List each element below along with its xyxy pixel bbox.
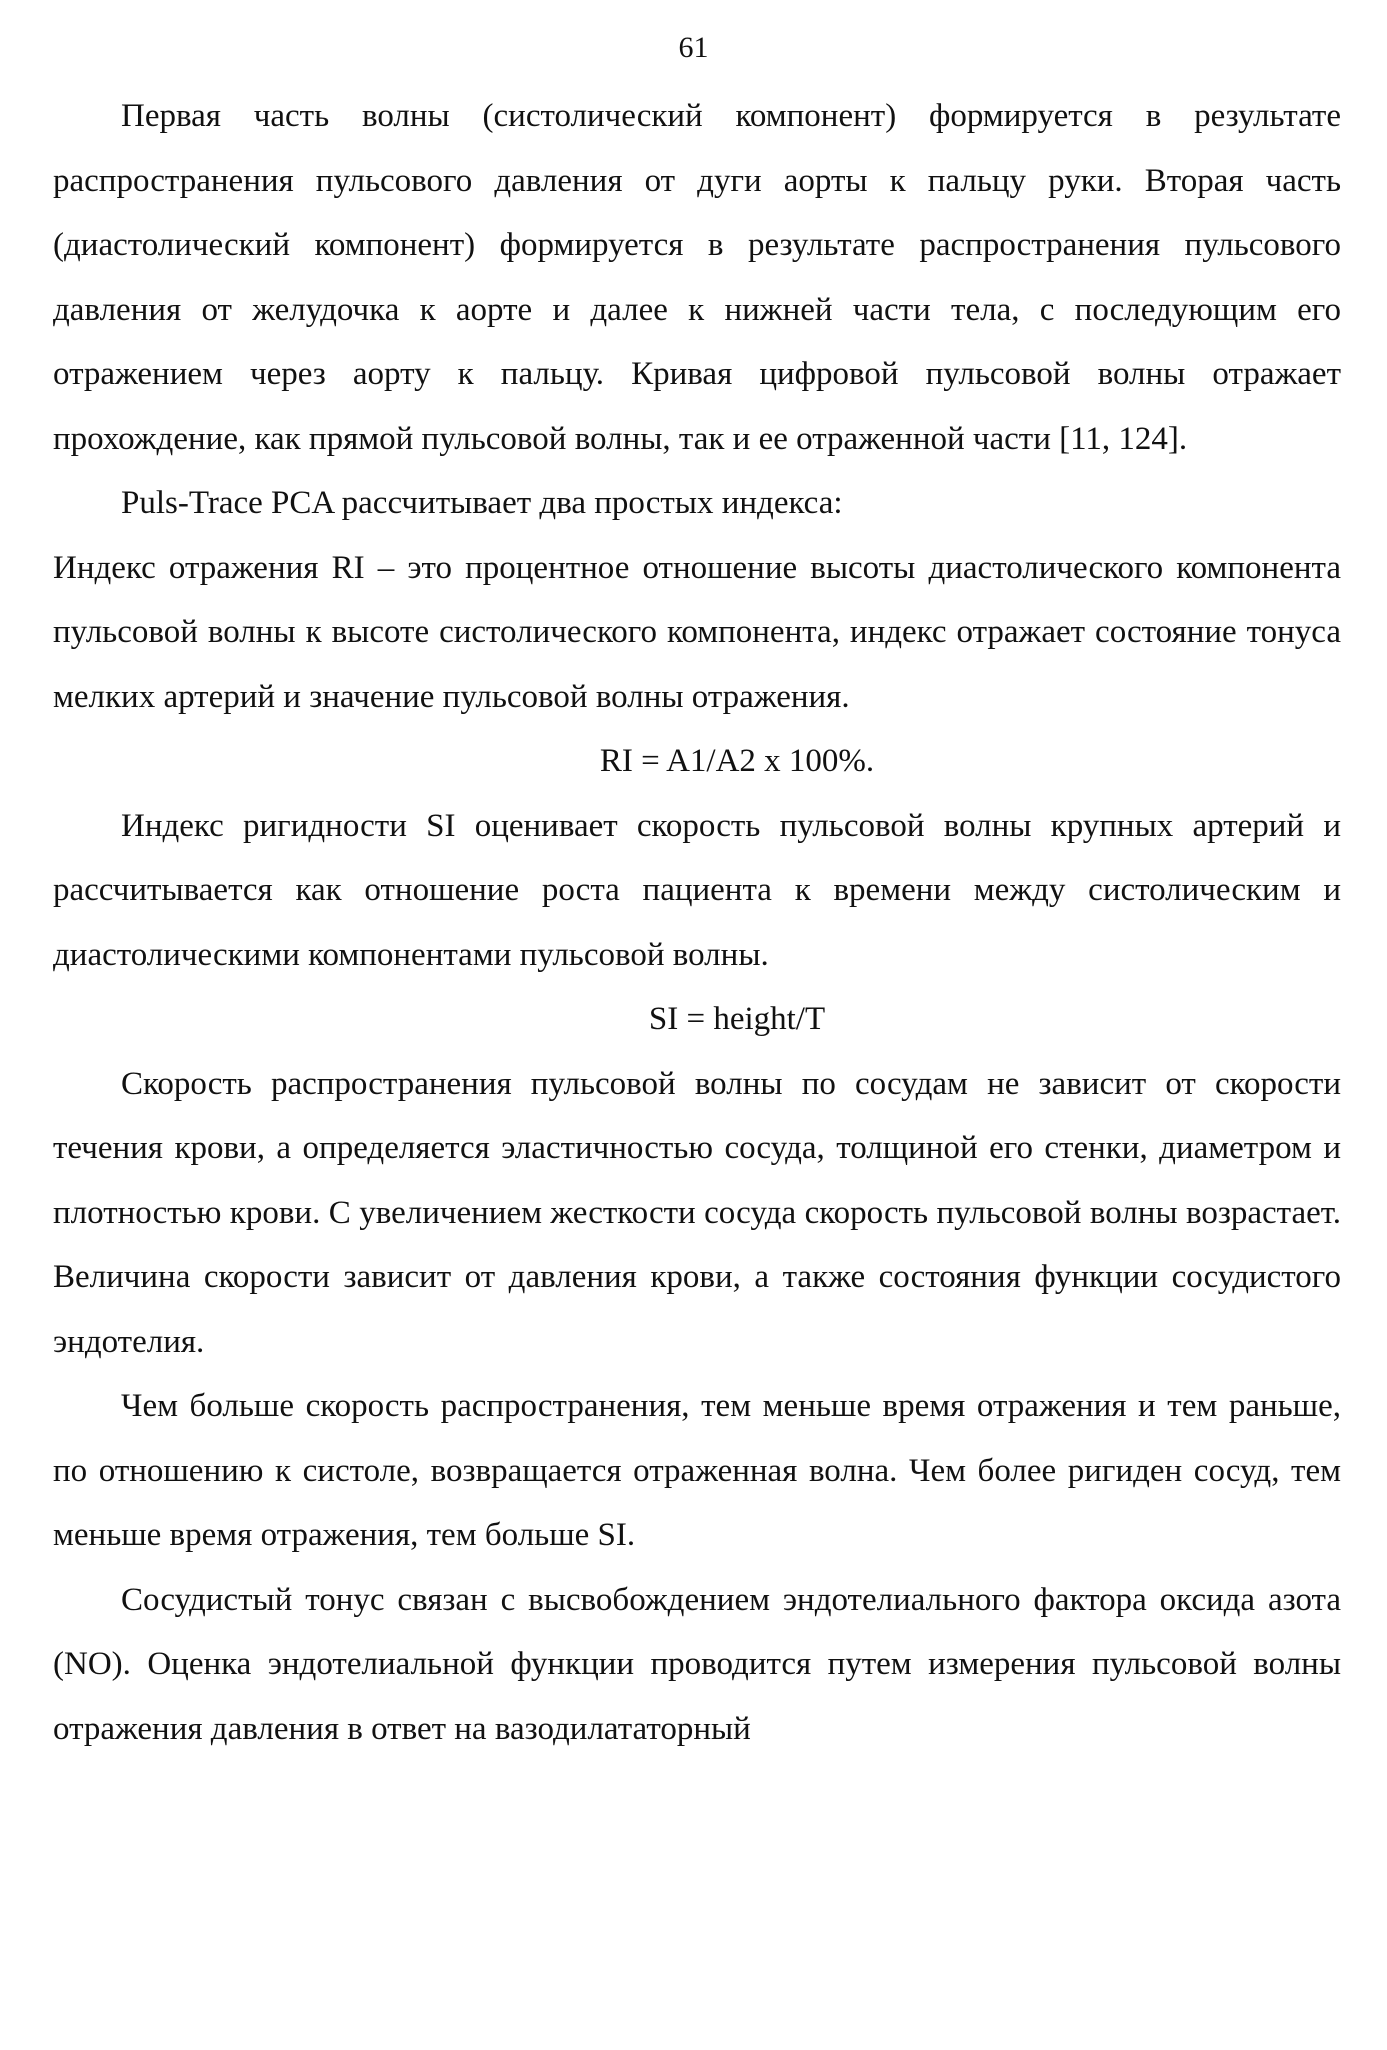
paragraph-reflection-index: Индекс отражения RI – это процентное отношение высоты диастолического компонента пульсовой волны к высоте систолического компонента, индекс отражает состояние тонуса мелких артерий и значение пульсовой волны отражения.	[53, 549, 1341, 715]
paragraph-reflection-time: Чем больше скорость распространения, тем меньше время отражения и тем раньше, по отношению к систоле, возвращается отраженная волна. Чем более ригиден сосуд, тем меньше время отражения, тем больше SI.	[53, 1388, 1341, 1553]
paragraph-wave-speed: Скорость распространения пульсовой волны по сосудам не зависит от скорости течения крови, а определяется эластичностью сосуда, толщиной его стенки, диаметром и плотностью крови. С увеличением жесткости сосуда скорость пульсовой волны возрастает. Величина скорости зависит от давления крови, а также состояния функции сосудистого эндотелия.	[53, 1065, 1341, 1360]
formula-ri: RI = A1/A2 x 100%.	[599, 743, 875, 779]
paragraph-stiffness-index: Индекс ригидности SI оценивает скорость пульсовой волны крупных артерий и рассчитывается как отношение роста пациента к времени между систолическим и диастолическими компонентами пульсовой волны.	[53, 807, 1341, 973]
formula-si: SI = height/T	[648, 1001, 826, 1037]
paragraph-indices-intro: Puls-Trace PCA рассчитывает два простых индекса:	[121, 485, 843, 521]
body-text	[53, 84, 1341, 1761]
paragraph-wave-components: Первая часть волны (систолический компонент) формируется в результате распространения пульсового давления от дуги аорты к пальцу руки. Вторая часть (диастолический компонент) формируется в результате распространения пульсового давления от желудочка к аорте и далее к нижней части тела, с последующим его отражением через аорту к пальцу. Кривая цифровой пульсовой волны отражает прохождение, как прямой пульсовой волны, так и ее отраженной части [11, 124].	[53, 98, 1341, 457]
page-number: 61	[678, 31, 709, 64]
paragraph-vascular-tone: Сосудистый тонус связан с высвобождением эндотелиального фактора оксида азота (NO). Оценка эндотелиальной функции проводится путем измерения пульсовой волны отражения давления в ответ на вазодилататорный	[53, 1581, 1341, 1747]
